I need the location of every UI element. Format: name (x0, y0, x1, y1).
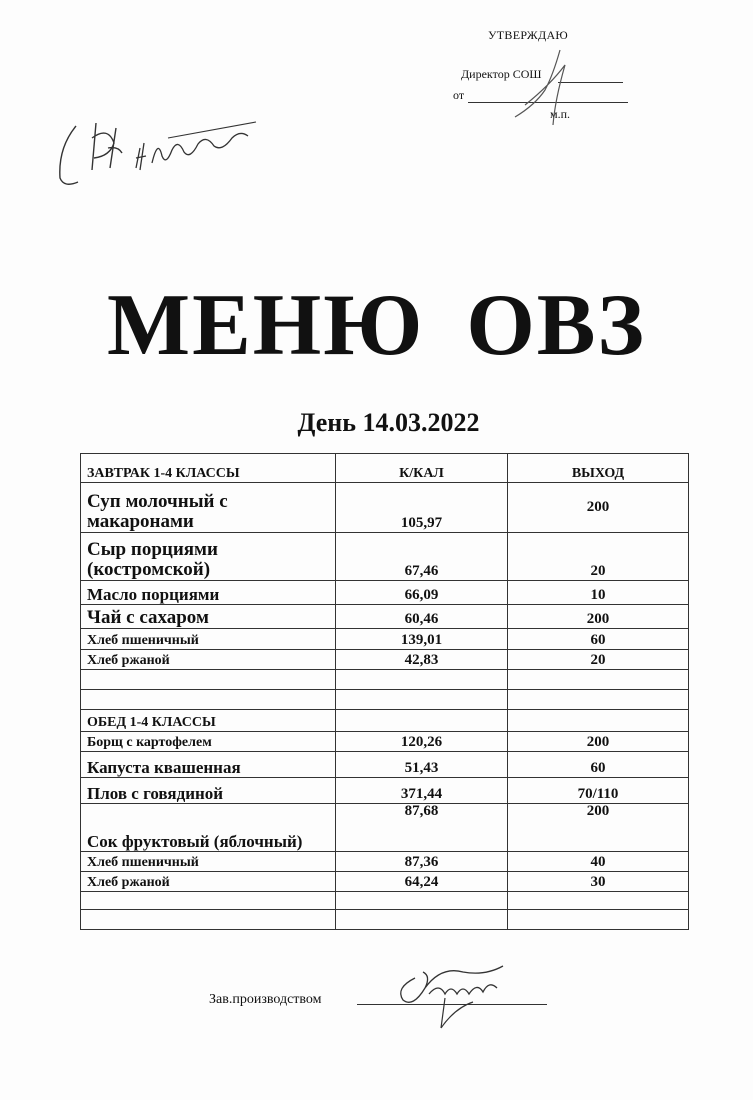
page-title: МЕНЮ ОВЗ (107, 277, 646, 374)
empty-row (81, 670, 689, 690)
dish-name: Масло порциями (81, 581, 336, 605)
dish-name: Хлеб пшеничный (81, 629, 336, 650)
dish-name: Сок фруктовый (яблочный) (81, 804, 336, 852)
dish-kcal: 51,43 (336, 752, 508, 778)
dish-kcal: 87,36 (336, 852, 508, 872)
table-row (81, 533, 689, 581)
dish-output: 40 (508, 852, 689, 872)
dish-name: Суп молочный с макаронами (81, 483, 336, 533)
breakfast-section-header: ЗАВТРАК 1-4 КЛАССЫ (81, 454, 336, 483)
production-manager-signature (385, 958, 515, 1033)
dish-kcal: 42,83 (336, 650, 508, 670)
dish-output: 200 (508, 605, 689, 629)
production-manager-label: Зав.производством (209, 992, 322, 1007)
dish-output: 20 (508, 533, 689, 581)
menu-date: День 14.03.2022 (297, 408, 480, 437)
approval-director: Директор СОШ (461, 67, 542, 81)
stamp-label: м.п. (550, 107, 571, 121)
dish-name: Чай с сахаром (81, 605, 336, 629)
empty-row (81, 892, 689, 910)
dish-kcal: 60,46 (336, 605, 508, 629)
dish-kcal: 371,44 (336, 778, 508, 804)
dish-output: 200 (508, 483, 689, 533)
dish-name: Плов с говядиной (81, 778, 336, 804)
lunch-header-row (81, 710, 689, 732)
dish-kcal: 87,68 (336, 804, 508, 852)
dish-output: 70/110 (508, 778, 689, 804)
dish-output: 200 (508, 804, 689, 852)
dish-name: Капуста квашенная (81, 752, 336, 778)
lunch-section-header: ОБЕД 1-4 КЛАССЫ (81, 710, 336, 732)
table-row (81, 778, 689, 804)
empty-row (81, 690, 689, 710)
menu-table (80, 453, 689, 930)
dish-name: Хлеб ржаной (81, 650, 336, 670)
dish-name: Сыр порциями (костромской) (81, 533, 336, 581)
dish-output: 10 (508, 581, 689, 605)
table-row (81, 650, 689, 670)
table-row (81, 483, 689, 533)
approval-title: УТВЕРЖДАЮ (488, 28, 569, 42)
output-column-header: ВЫХОД (508, 454, 689, 483)
dish-kcal: 66,09 (336, 581, 508, 605)
director-signature (505, 45, 575, 130)
kcal-column-header: К/КАЛ (336, 454, 508, 483)
table-row (81, 852, 689, 872)
table-row (81, 732, 689, 752)
dish-output: 20 (508, 650, 689, 670)
dish-kcal: 105,97 (336, 483, 508, 533)
dish-kcal: 120,26 (336, 732, 508, 752)
dish-kcal: 64,24 (336, 872, 508, 892)
empty-row (81, 910, 689, 930)
handwritten-signature-left (48, 108, 258, 193)
dish-kcal: 139,01 (336, 629, 508, 650)
dish-name: Хлеб пшеничный (81, 852, 336, 872)
dish-kcal: 67,46 (336, 533, 508, 581)
table-row (81, 872, 689, 892)
table-row (81, 629, 689, 650)
dish-output: 200 (508, 732, 689, 752)
dish-name: Борщ с картофелем (81, 732, 336, 752)
dish-name: Хлеб ржаной (81, 872, 336, 892)
table-row (81, 804, 689, 852)
approval-from-label: от (453, 88, 465, 102)
dish-output: 60 (508, 629, 689, 650)
dish-output: 60 (508, 752, 689, 778)
table-header-row (81, 454, 689, 483)
dish-output: 30 (508, 872, 689, 892)
table-row (81, 752, 689, 778)
table-row (81, 581, 689, 605)
table-row (81, 605, 689, 629)
